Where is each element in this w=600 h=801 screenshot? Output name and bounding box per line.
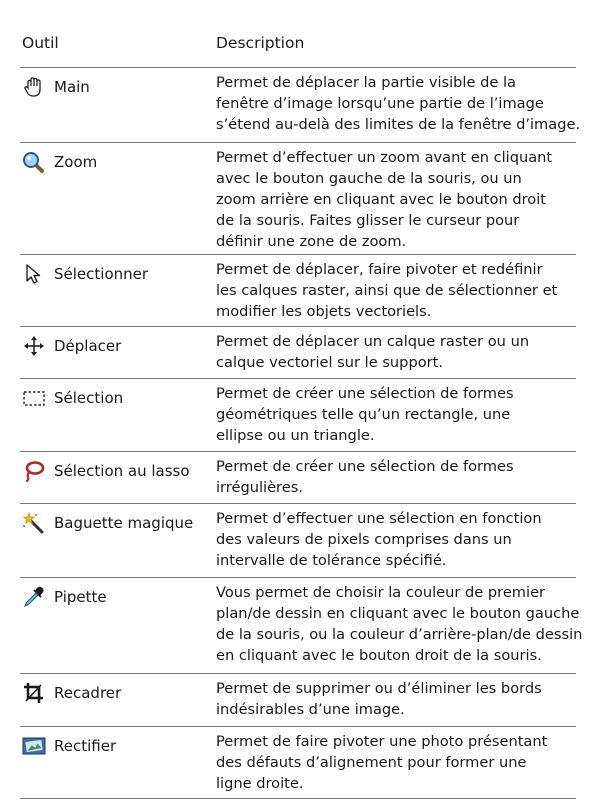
- description-line: géométriques telle qu’un rectangle, une: [216, 406, 511, 423]
- tool-cell: [22, 151, 97, 173]
- tool-cell: [22, 460, 190, 482]
- tool-cell: [22, 586, 107, 608]
- tool-name: Déplacer: [54, 337, 122, 355]
- description-line: Permet de faire pivoter une photo présentant: [216, 733, 548, 750]
- tool-description: [216, 147, 576, 252]
- tool-description: [216, 383, 576, 446]
- description-line: zoom arrière en cliquant avec le bouton droit: [216, 191, 546, 208]
- description-line: irrégulières.: [216, 479, 303, 496]
- table-row: [0, 68, 600, 143]
- description-line: calque vectoriel sur le support.: [216, 354, 444, 371]
- table-row: [0, 327, 600, 379]
- description-line: intervalle de tolérance spécifié.: [216, 552, 447, 569]
- table-row: [0, 578, 600, 674]
- select-arrow-icon: [22, 263, 46, 285]
- description-line: des défauts d’alignement pour former une: [216, 754, 527, 771]
- description-line: modifier les objets vectoriels.: [216, 303, 432, 320]
- tool-cell: [22, 682, 121, 704]
- eyedropper-icon: [22, 586, 46, 608]
- tool-description: [216, 731, 576, 794]
- tool-cell: [22, 335, 121, 357]
- header-description: Description: [216, 34, 305, 52]
- tool-description: [216, 72, 581, 135]
- tool-cell: [22, 387, 123, 409]
- description-line: Permet de supprimer ou d’éliminer les bords: [216, 680, 542, 697]
- tool-cell: [22, 263, 148, 285]
- table-row: [0, 452, 600, 504]
- tool-name: Sélection: [54, 389, 124, 407]
- tool-description: [216, 331, 576, 373]
- description-line: Permet d’effectuer un zoom avant en cliquant: [216, 149, 553, 166]
- description-line: plan/de dessin en cliquant avec le bouton gauche: [216, 605, 580, 622]
- hand-icon: [22, 76, 46, 98]
- tool-description: [216, 456, 576, 498]
- description-line: Vous permet de choisir la couleur de premier: [216, 584, 546, 601]
- tool-name: Sélectionner: [54, 265, 149, 283]
- description-line: de la souris. Faites glisser le curseur pour: [216, 212, 520, 229]
- tool-name: Pipette: [54, 588, 107, 606]
- magic-wand-icon: [22, 512, 46, 534]
- move-icon: [22, 335, 46, 357]
- tool-description: [216, 508, 576, 571]
- description-line: s’étend au-delà des limites de la fenêtre d’image.: [216, 116, 581, 133]
- table-row: [0, 143, 600, 255]
- tool-name: Recadrer: [54, 684, 122, 702]
- tool-cell: [22, 735, 116, 757]
- straighten-icon: [22, 735, 46, 757]
- description-line: les calques raster, ainsi que de sélectionner et: [216, 282, 558, 299]
- tool-name: Rectifier: [54, 737, 117, 755]
- tool-description: [216, 259, 576, 322]
- table-row: [0, 674, 600, 727]
- table-row: [0, 255, 600, 327]
- tool-description: [216, 678, 576, 720]
- description-line: définir une zone de zoom.: [216, 233, 407, 250]
- description-line: ligne droite.: [216, 775, 304, 792]
- tool-name: Main: [54, 78, 90, 96]
- table-header: [0, 28, 600, 64]
- description-line: en cliquant avec le bouton droit de la souris.: [216, 647, 542, 664]
- table-row: [0, 727, 600, 799]
- zoom-icon: [22, 151, 46, 173]
- header-tool: Outil: [22, 34, 59, 52]
- tool-name: Sélection au lasso: [54, 462, 190, 480]
- table-row: [0, 504, 600, 578]
- tool-description: [216, 582, 583, 666]
- description-line: avec le bouton gauche de la souris, ou un: [216, 170, 522, 187]
- lasso-icon: [22, 460, 46, 482]
- description-line: de la souris, ou la couleur d’arrière-plan/de dessin: [216, 626, 583, 643]
- description-line: indésirables d’une image.: [216, 701, 405, 718]
- marquee-selection-icon: [22, 387, 46, 409]
- description-line: Permet de créer une sélection de formes: [216, 385, 514, 402]
- tool-name: Zoom: [54, 153, 98, 171]
- description-line: fenêtre d’image lorsqu’une partie de l’image: [216, 95, 544, 112]
- table-row: [0, 379, 600, 452]
- description-line: Permet de créer une sélection de formes: [216, 458, 514, 475]
- tool-cell: [22, 76, 90, 98]
- description-line: Permet de déplacer la partie visible de la: [216, 74, 516, 91]
- crop-icon: [22, 682, 46, 704]
- tool-name: Baguette magique: [54, 514, 194, 532]
- description-line: Permet d’effectuer une sélection en fonction: [216, 510, 542, 527]
- tool-cell: [22, 512, 193, 534]
- description-line: des valeurs de pixels comprises dans un: [216, 531, 512, 548]
- description-line: Permet de déplacer, faire pivoter et redéfinir: [216, 261, 543, 278]
- description-line: Permet de déplacer un calque raster ou un: [216, 333, 530, 350]
- divider: [20, 798, 576, 799]
- description-line: ellipse ou un triangle.: [216, 427, 375, 444]
